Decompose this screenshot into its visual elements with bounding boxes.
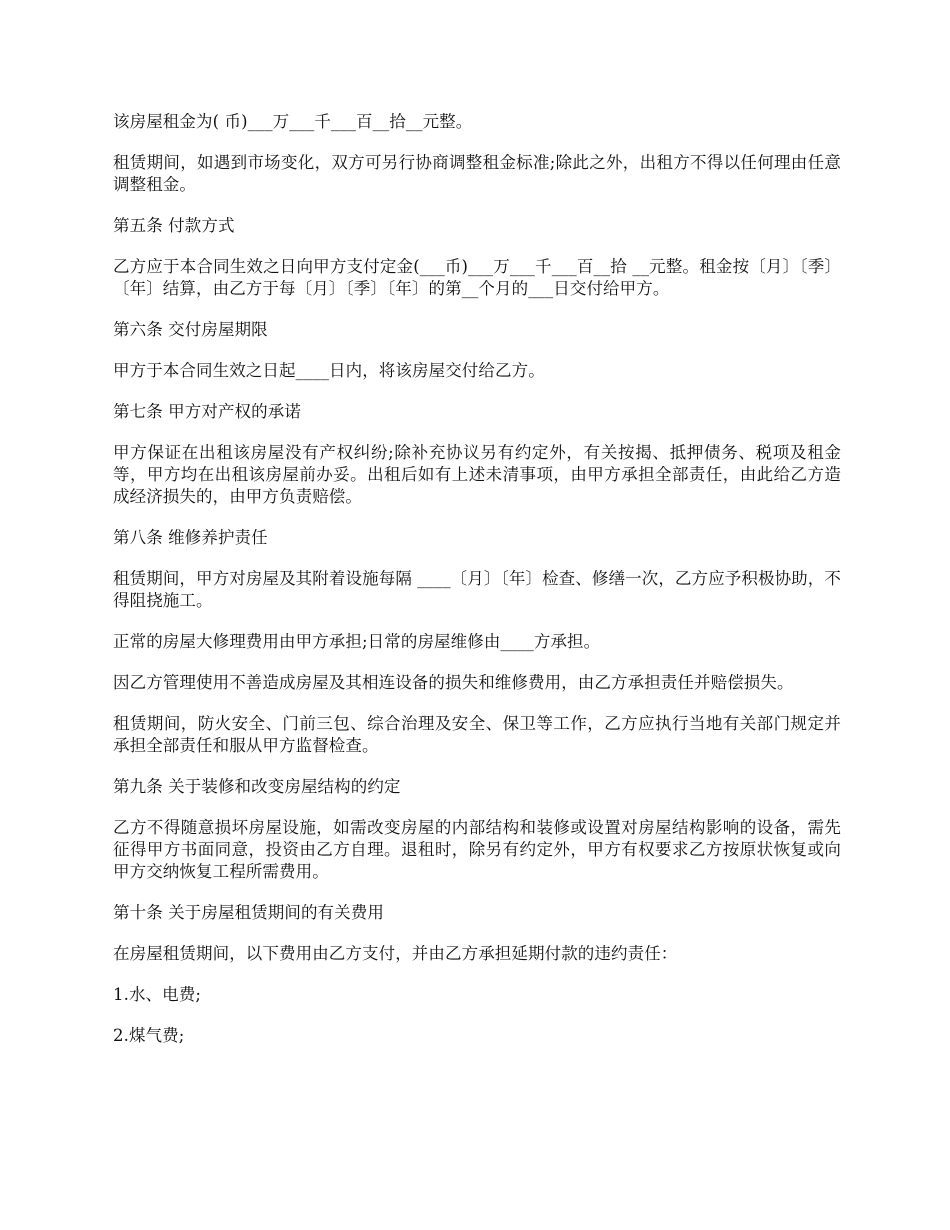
document-body — [113, 111, 841, 1066]
article-7-heading: 第七条 甲方对产权的承诺 — [113, 402, 301, 421]
damage-liability-paragraph: 因乙方管理使用不善造成房屋及其相连设备的损失和维修费用，由乙方承担责任并赔偿损失。 — [113, 673, 794, 692]
article-8-heading: 第八条 维修养护责任 — [113, 528, 268, 547]
fees-intro-paragraph: 在房屋租赁期间，以下费用由乙方支付，并由乙方承担延期付款的违约责任： — [113, 944, 678, 963]
property-rights-paragraph: 甲方保证在出租该房屋没有产权纠纷;除补充协议另有约定外，有关按揭、抵押债务、税项及租金等，甲方均在出租该房屋前办妥。出租后如有上述未清事项，由甲方承担全部责任，由此给乙方造成经济损失的，由甲方负责赔偿。 — [113, 443, 841, 506]
safety-duty-paragraph: 租赁期间，防火安全、门前三包、综合治理及安全、保卫等工作，乙方应执行当地有关部门规定并承担全部责任和服从甲方监督检查。 — [113, 714, 841, 755]
payment-terms-paragraph: 乙方应于本合同生效之日向甲方支付定金(___币)___万___千___百__拾 __元整。租金按〔月〕〔季〕〔年〕结算，由乙方于每〔月〕〔季〕〔年〕的第__个月的___日交付给甲方。 — [113, 257, 841, 298]
fee-item-2: 2.煤气费; — [113, 1026, 185, 1045]
fee-item-1: 1.水、电费; — [113, 985, 202, 1004]
repair-cost-paragraph: 正常的房屋大修理费用由甲方承担;日常的房屋维修由____方承担。 — [113, 632, 601, 651]
inspection-paragraph: 租赁期间，甲方对房屋及其附着设施每隔 ____〔月〕〔年〕检查、修缮一次，乙方应予积极协助，不得阻挠施工。 — [113, 569, 841, 610]
rent-adjustment-paragraph: 租赁期间，如遇到市场变化，双方可另行协商调整租金标准;除此之外，出租方不得以任何理由任意调整租金。 — [113, 153, 841, 194]
delivery-deadline-paragraph: 甲方于本合同生效之日起____日内，将该房屋交付给乙方。 — [113, 361, 545, 380]
article-10-heading: 第十条 关于房屋租赁期间的有关费用 — [113, 903, 384, 922]
renovation-paragraph: 乙方不得随意损坏房屋设施，如需改变房屋的内部结构和装修或设置对房屋结构影响的设备，需先征得甲方书面同意，投资由乙方自理。退租时，除另有约定外，甲方有权要求乙方按原状恢复或向甲方交纳恢复工程所需费用。 — [113, 818, 841, 881]
rent-amount-paragraph: 该房屋租金为( 币)___万___千___百__拾__元整。 — [113, 112, 473, 131]
article-6-heading: 第六条 交付房屋期限 — [113, 320, 268, 339]
article-9-heading: 第九条 关于装修和改变房屋结构的约定 — [113, 777, 401, 796]
article-5-heading: 第五条 付款方式 — [113, 216, 235, 235]
